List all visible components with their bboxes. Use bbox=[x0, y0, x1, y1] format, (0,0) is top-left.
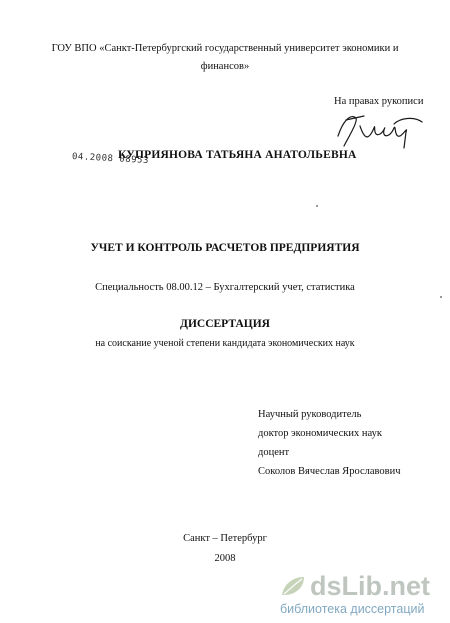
city: Санкт – Петербург bbox=[183, 533, 267, 544]
organization-name: ГОУ ВПО «Санкт-Петербургский государственный университет экономики и финансов» bbox=[51, 43, 399, 72]
adviser-degree: доктор экономических наук bbox=[258, 428, 382, 439]
degree-line: на соискание ученой степени кандидата экономических наук bbox=[95, 338, 355, 349]
document-type: ДИССЕРТАЦИЯ bbox=[180, 318, 270, 330]
watermark-logo-text: dsLib.net bbox=[310, 571, 430, 601]
scan-speck bbox=[316, 205, 318, 207]
adviser-block bbox=[258, 405, 401, 481]
adviser-name: Соколов Вячеслав Ярославович bbox=[258, 466, 401, 477]
handwritten-signature bbox=[334, 108, 430, 152]
watermark-subtitle: библиотека диссертаций bbox=[280, 602, 425, 616]
adviser-rank: доцент bbox=[258, 447, 290, 458]
archive-stamp-number: 04.2008 08953 bbox=[71, 152, 150, 167]
dslib-watermark[interactable] bbox=[274, 571, 434, 617]
year: 2008 bbox=[214, 553, 236, 564]
specialty-line: Специальность 08.00.12 – Бухгалтерский учет, статистика bbox=[95, 282, 355, 293]
author-name: КУПРИЯНОВА ТАТЬЯНА АНАТОЛЬЕВНА bbox=[118, 149, 357, 161]
dissertation-title: УЧЕТ И КОНТРОЛЬ РАСЧЕТОВ ПРЕДПРИЯТИЯ bbox=[90, 242, 360, 254]
adviser-role: Научный руководитель bbox=[258, 409, 362, 420]
scan-speck bbox=[440, 296, 442, 298]
rights-note: На правах рукописи bbox=[334, 96, 424, 107]
